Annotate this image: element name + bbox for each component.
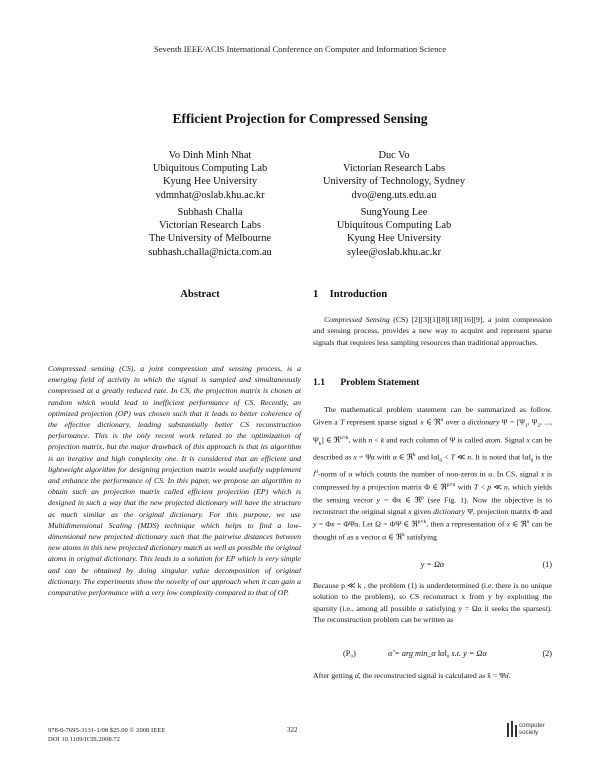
footer-copyright: [48, 726, 165, 744]
intro-paragraph: [313, 314, 552, 348]
abstract-heading: Abstract: [180, 289, 220, 300]
text-run: over a: [443, 417, 468, 427]
intro-text: (CS) [2][3][1][8][18][16][9], a joint compression and sensing process, provides a new way to acquire and represent sparse signals that requires less sampling resources than traditional approaches.: [313, 315, 552, 347]
author-block-1: [110, 149, 310, 202]
text-run: is compressed by a projection matrix: [313, 469, 553, 492]
author-name: Duc Vo: [378, 150, 410, 161]
text-run: -norm of α which counts the number of non-zeros in α. In CS, signal: [317, 469, 541, 479]
author-email: dvo@eng.uts.edu.au: [351, 189, 437, 201]
author-email: subhash.challa@nicta.com.au: [148, 246, 272, 258]
equation-number: (1): [542, 560, 552, 569]
abstract-text: Compressed sensing (CS), a joint compression and sensing process, is a emerging field of activity in which the signal is sampled and simultaneously compressed at a greatly reduced rate. In CS, the projection matrix is chosen at random which would lead to inefficient performance of CS. Recently, an optimized projection (OP) was chosen such that it leads to better coherence of the effective dictionary, leading substantially better CS reconstruction performance. This is the only recent work related to the optimization of projection matrix, but the major drawback of this approach is that its algorithm is an iterative and high complexity one. It is considered that an efficient and lightweight algorithm for designing projection matrix would usefully supplement and enhance the performance of CS. In this paper, we propose an algorithm to obtain such an projection matrix called efficient projection (EP) which is designed in such a way that the new projected dictionary will have the structure as much similar as the original dictionary. For this purpose, we use Multidimensional Scaling (MDS) technique which helps to find a low-dimensional new projected dictionary such that the pairwise distances between new atoms in this new projected dictionary match as well as possible the original atoms in original dictionary. This leads to a solution for EP which is very simple and can be obtained by doing singular value decomposition of original dictionary. The experiments show the novelty of our approach when it can gain a comparative performance with a very low complexity compared to that of OP.: [48, 364, 301, 598]
author-affiliation: Victorian Research Labs: [158, 220, 262, 232]
text-run: given: [411, 506, 434, 516]
section-title: Introduction: [329, 289, 388, 300]
society-logo-icon: [505, 720, 519, 740]
text-run: satisfying: [404, 532, 437, 542]
text-run: The mathematical problem statement can be summarized as follow. Given a: [313, 405, 552, 427]
author-institution: The University of Melbourne: [148, 233, 272, 245]
computer-society-logo: [505, 719, 553, 743]
paper-title: Efficient Projection for Compressed Sensing: [172, 111, 428, 126]
subsection-number: 1.1: [313, 377, 325, 388]
final-paragraph: [313, 670, 552, 681]
equation-expression: y = Ωα: [420, 560, 445, 569]
paragraph-text: Because p ≪ k , the problem (1) is underdetermined (i.e. there is no unique solution to the problem), so CS reconstruct x from y by exploiting the sparsity (i.e., among all possible α satisfying y = Ωα it seeks the sparsest). The reconstruction problem can be written as: [313, 581, 552, 624]
author-name: Subhash Challa: [177, 207, 243, 218]
paragraph-text: After getting α̂, the reconstructed signal is calculated as x̂ = Ψα̂.: [313, 671, 511, 680]
reconstruction-paragraph: [313, 580, 552, 625]
text-run: Ψ, projection matrix Φ and: [465, 506, 553, 516]
author-institution: Kyung Hee University: [346, 233, 442, 245]
abstract-body: [48, 363, 301, 598]
conference-header: Seventh IEEE/ACIS International Conference on Computer and Information Science: [153, 44, 447, 54]
text-run: , then a representation of: [426, 519, 507, 529]
problem-paragraph: The mathematical problem statement can be summarized as follow. Given a T represent sparse signal x ∈ ℜ$^n$ over a dictionary $\Psi = [\Psi_1$, $\Psi_2$, ..., $\Psi_k$] ∈ ℜ$^{n\times k}$, with n < k and each column of Ψ is called atom. Signal x can be described as x = Ψα with α ∈ ℜ$^k$ and $‖\alpha‖_0 < T$ ≪ n. It is noted that $‖\alpha‖_0$ is the $l^0$-norm of α which counts the number of non-zeros in α. In CS, signal x is compressed by a projection matrix Φ ∈ ℜ$^{p\times n}$ with T < p ≪ n, which yields the sensing vector y = Φx ∈ ℜ$^p$ (see Fig. 1). Now the objective is to reconstruct the original signal x given dictionary Ψ, projection matrix Φ and y = Φx = ΦΨα. Let Ω = ΦΨ ∈ ℜ$^{p\times k}$, then a representation of x ∈ ℜ$^n$ can be thought of as a vector α ∈ ℜ$^k$ satisfying: [313, 405, 553, 542]
footer-doi: DOI 10.1109/ICIS.2008.72: [48, 736, 120, 743]
text-run: , which yields the sensing vector: [313, 482, 552, 505]
equation-2: [313, 649, 552, 661]
text-run: can be thought of as a vector: [313, 519, 553, 542]
author-institution: Kyung Hee University: [162, 176, 258, 188]
author-block-2: [296, 149, 492, 202]
equation-number: (2): [542, 649, 552, 658]
text-run: and each column of Ψ is called: [384, 435, 486, 445]
equation-expression: α̂ = arg min_α ‖α‖₀ s.t. y = Ωα: [388, 649, 487, 658]
author-block-3: [110, 206, 310, 259]
text-run: dictionary: [433, 506, 466, 516]
author-block-4: [296, 206, 492, 259]
section-number: 1: [313, 289, 319, 300]
logo-line-2: society: [519, 728, 539, 736]
page-number: 322: [287, 726, 298, 734]
author-institution: University of Technology, Sydney: [322, 176, 466, 188]
logo-line-1: computer: [519, 722, 545, 729]
subsection-heading-problem-statement: [313, 377, 419, 388]
author-name: Vo Dinh Minh Nhat: [168, 150, 252, 161]
text-run: with: [374, 452, 393, 462]
footer-isbn: 978-0-7695-3131-1/08 $25.00 © 2008 IEEE: [48, 727, 166, 734]
text-run: . Let: [358, 519, 376, 529]
text-run: , with: [348, 435, 369, 445]
text-run: (see Fig. 1). Now the objective is to reconstruct the original signal: [313, 495, 552, 516]
subsection-title: Problem Statement: [340, 377, 420, 388]
author-affiliation: Ubiquitous Computing Lab: [152, 163, 268, 175]
author-affiliation: Victorian Research Labs: [342, 163, 446, 175]
text-run: represent sparse signal: [344, 417, 421, 427]
text-run: with: [455, 482, 474, 492]
section-heading-introduction: [313, 289, 387, 300]
equation-1: [313, 560, 552, 572]
text-run: dictionary: [467, 417, 500, 427]
intro-lead-term: Compressed Sensing: [324, 315, 390, 324]
author-affiliation: Ubiquitous Computing Lab: [336, 220, 452, 232]
text-run: is the: [533, 452, 553, 462]
author-name: SungYoung Lee: [360, 207, 428, 218]
text-run: . It is noted that: [471, 452, 523, 462]
text-run: atom: [485, 435, 501, 445]
author-email: vdmnhat@oslab.khu.ac.kr: [155, 189, 265, 201]
text-run: can be described as: [313, 435, 552, 462]
text-run: and: [415, 452, 432, 462]
equation-label: (P₀): [343, 649, 356, 658]
author-email: sylee@oslab.khu.ac.kr: [346, 246, 442, 258]
text-run: . Signal: [500, 435, 527, 445]
